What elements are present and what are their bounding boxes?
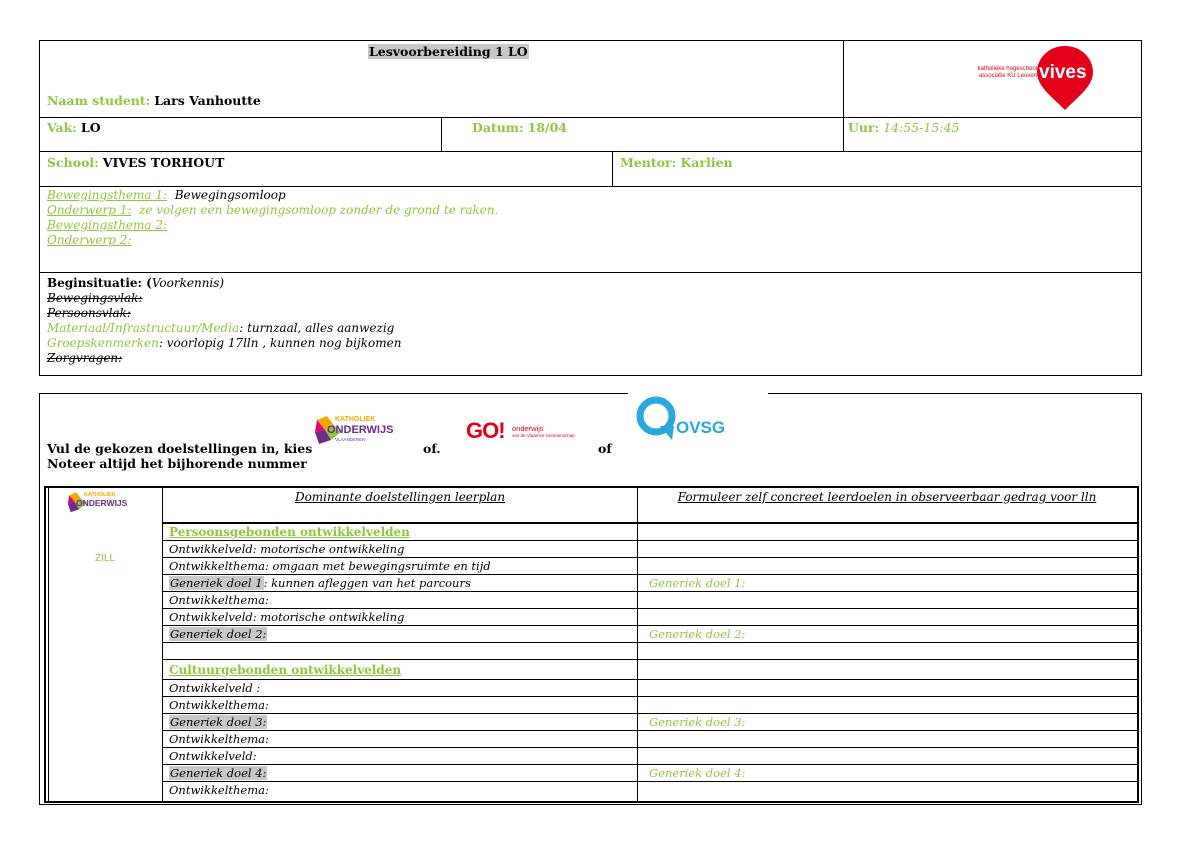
katholiek-onderwijs-small-logo: KATHOLIEK ONDERWIJS bbox=[66, 491, 146, 517]
student-line bbox=[47, 93, 261, 108]
vives-logo: vives katholieke hogeschool associatie KU Leuven bbox=[955, 42, 1095, 112]
section-persoonsgebonden: Persoonsgebonden ontwikkelvelden bbox=[169, 525, 410, 539]
zill-label: ZILL bbox=[95, 553, 116, 564]
ovsg-logo: OVSG bbox=[636, 396, 746, 446]
col1-header: Dominante doelstellingen leerplan bbox=[294, 490, 506, 504]
section-cultuurgebonden: Cultuurgebonden ontwikkelvelden bbox=[169, 663, 402, 677]
go-logo: GO! onderwijs van de Vlaamse Gemeenschap bbox=[466, 418, 575, 443]
school-field: School: VIVES TORHOUT bbox=[47, 155, 225, 170]
katholiek-onderwijs-logo: KATHOLIEK ONDERWIJS VLAANDEREN bbox=[313, 414, 403, 452]
themes-block: Bewegingsthema 1: Bewegingsomloop Onderwerp 1: ze volgen een bewegingsomloop zonder de grond te raken. Bewegingsthema 2: Onderwerp 2: bbox=[47, 188, 499, 247]
student-name: Lars Vanhoutte bbox=[154, 93, 261, 108]
page-title: Lesvoorbereiding 1 LO bbox=[369, 44, 528, 59]
goals-intro: Vul de gekozen doelstellingen in, kies Noteer altijd het bijhorende nummer bbox=[47, 441, 313, 471]
col2-header: Formuleer zelf concreet leerdoelen in observeerbaar gedrag voor lln bbox=[677, 490, 1097, 504]
vak-field: Vak: LO bbox=[47, 120, 101, 135]
of-label-1: of. bbox=[423, 441, 441, 456]
uur-field: Uur: 14:55-15:45 bbox=[848, 120, 960, 135]
mentor-field: Mentor: Karlien bbox=[620, 155, 733, 170]
svg-text:vives: vives bbox=[1039, 62, 1087, 83]
beginsituatie-block: Beginsituatie: (Voorkennis) Bewegingsvlak: Persoonsvlak: Materiaal/Infrastructuur/Media: turnzaal, alles aanwezig Groepskenmerken: voorlopig 17lln , kunnen nog bijkomen Zorgvragen: bbox=[47, 276, 402, 365]
student-label: Naam student: bbox=[47, 93, 151, 108]
datum-field: Datum: 18/04 bbox=[472, 120, 567, 135]
of-label-2: of bbox=[598, 441, 612, 456]
